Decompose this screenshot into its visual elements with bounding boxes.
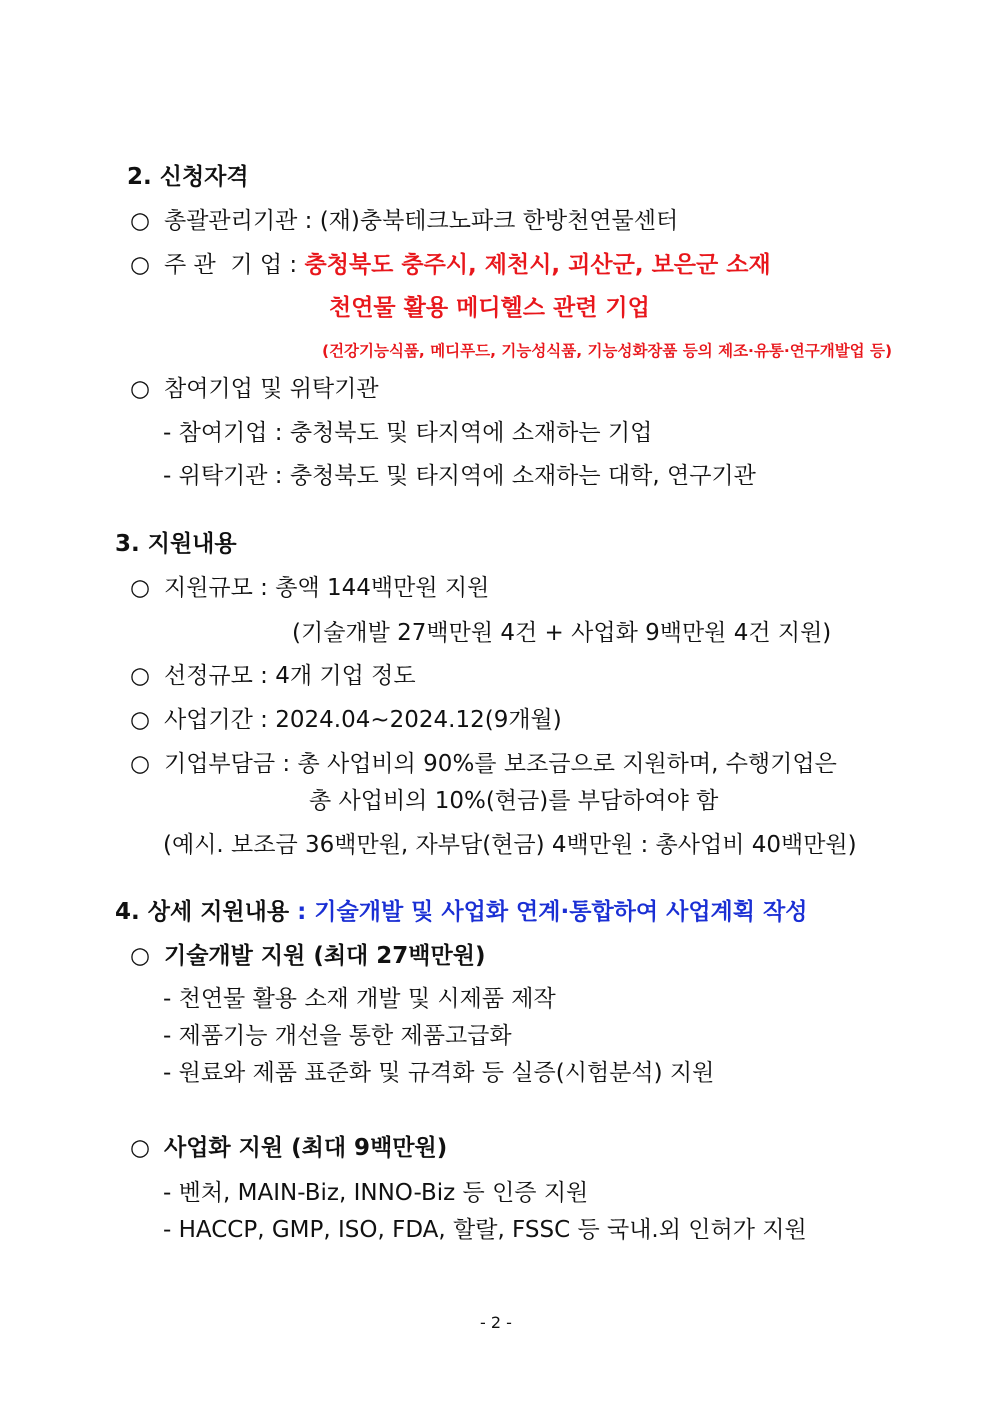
page-number: - 2 - [480, 1313, 512, 1332]
comm-sub-item: - 벤처, MAIN-Biz, INNO-Biz 등 인증 지원 [163, 1180, 589, 1206]
comm-sub-item: - HACCP, GMP, ISO, FDA, 할랄, FSSC 등 국내.외 인허가 지원 [163, 1217, 807, 1243]
section-4-heading [115, 897, 807, 927]
burden-line2: 총 사업비의 10%(현금)를 부담하여야 함 [309, 788, 719, 814]
host-label: 주 관 기 업 : [164, 252, 305, 278]
bullet-circle-icon: ○ [130, 663, 151, 689]
scale-value: 총액 144백만원 지원 [275, 575, 490, 601]
bullet-circle-icon: ○ [130, 1135, 151, 1161]
management-item [130, 206, 678, 236]
burden-line1: 기업부담금 : 총 사업비의 90%를 보조금으로 지원하며, 수행기업은 [164, 751, 837, 777]
tech-sub-item: - 제품기능 개선을 통한 제품고급화 [163, 1023, 512, 1049]
tech-sub-item: - 천연물 활용 소재 개발 및 시제품 제작 [163, 986, 556, 1012]
scale-label: 지원규모 : [164, 575, 276, 601]
section-4-title: 4. 상세 지원내용 [115, 899, 290, 925]
selection-text: 선정규모 : 4개 기업 정도 [164, 663, 416, 689]
period-text: 사업기간 : 2024.04~2024.12(9개월) [164, 707, 562, 733]
burden-example: (예시. 보조금 36백만원, 자부담(현금) 4백만원 : 총사업비 40백만원) [163, 832, 857, 858]
bullet-circle-icon: ○ [130, 252, 151, 278]
bullet-circle-icon: ○ [130, 707, 151, 733]
comm-support-title: 사업화 지원 (최대 9백만원) [164, 1135, 448, 1161]
section-4-subtitle: : 기술개발 및 사업화 연계·통합하여 사업계획 작성 [289, 899, 808, 925]
tech-sub-item: - 원료와 제품 표준화 및 규격화 등 실증(시험분석) 지원 [163, 1060, 715, 1086]
partners-title: 참여기업 및 위탁기관 [164, 376, 379, 402]
host-item [130, 250, 771, 280]
tech-support-item [130, 941, 485, 971]
bullet-circle-icon: ○ [130, 575, 151, 601]
management-label: 총괄관리기관 : [164, 208, 320, 234]
partners-item [130, 374, 379, 404]
section-2-title: 2. 신청자격 [127, 164, 249, 190]
period-item [130, 705, 562, 735]
host-value-line2: 천연물 활용 메디헬스 관련 기업 [329, 295, 650, 321]
bullet-circle-icon: ○ [130, 751, 151, 777]
host-value-line1: 충청북도 충주시, 제천시, 괴산군, 보은군 소재 [304, 252, 771, 278]
bullet-circle-icon: ○ [130, 208, 151, 234]
bullet-circle-icon: ○ [130, 943, 151, 969]
bullet-circle-icon: ○ [130, 376, 151, 402]
host-note: (건강기능식품, 메디푸드, 기능성식품, 기능성화장품 등의 제조·유통·연구개발업 등) [322, 342, 893, 360]
selection-item [130, 661, 416, 691]
section-3-title: 3. 지원내용 [115, 531, 237, 557]
burden-item [130, 749, 837, 779]
partners-sub-item: - 위탁기관 : 충청북도 및 타지역에 소재하는 대학, 연구기관 [163, 463, 756, 489]
scale-detail: (기술개발 27백만원 4건 + 사업화 9백만원 4건 지원) [292, 620, 832, 646]
comm-support-item [130, 1133, 447, 1163]
tech-support-title: 기술개발 지원 (최대 27백만원) [164, 943, 486, 969]
partners-sub-item: - 참여기업 : 충청북도 및 타지역에 소재하는 기업 [163, 420, 653, 446]
scale-item [130, 573, 489, 603]
management-value: (재)충북테크노파크 한방천연물센터 [319, 208, 679, 234]
